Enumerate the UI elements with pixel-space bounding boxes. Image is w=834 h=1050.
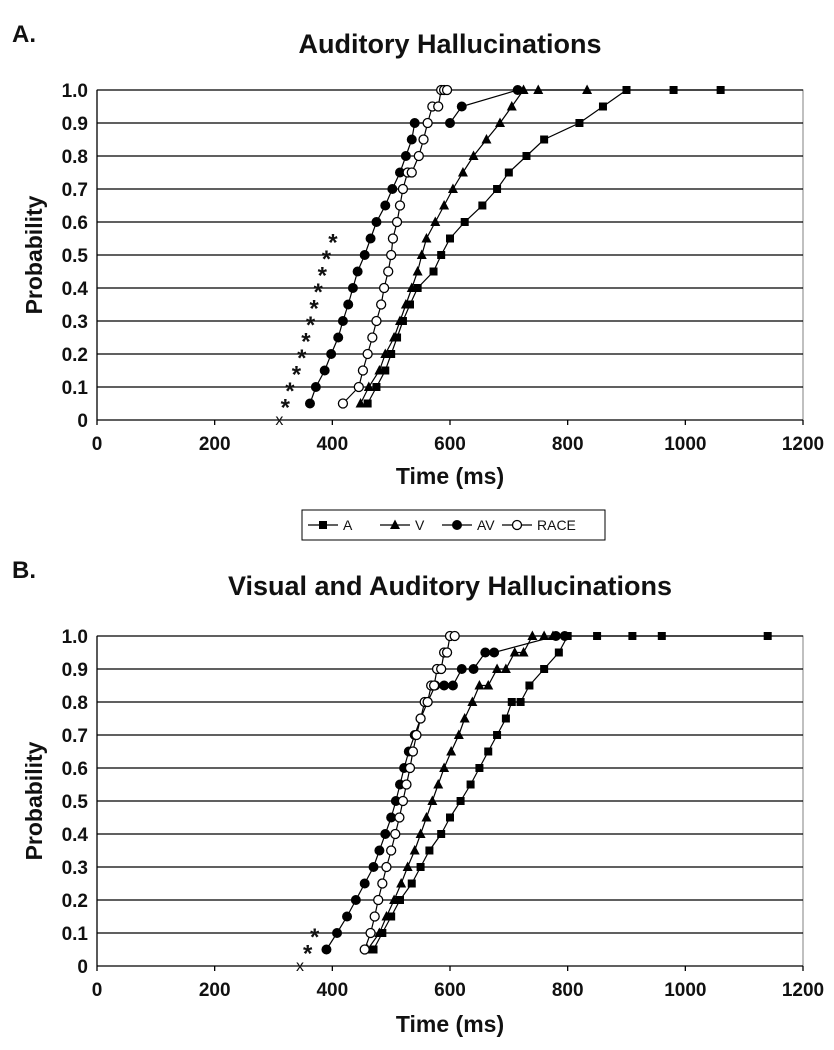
data-point-race xyxy=(380,284,389,293)
data-point-race xyxy=(402,780,411,789)
data-point-race xyxy=(378,879,387,888)
series-v xyxy=(356,85,593,408)
data-point-av xyxy=(489,648,499,658)
significance-asterisk: * xyxy=(291,361,302,389)
significance-asterisk: * xyxy=(305,312,316,339)
data-point-v xyxy=(483,680,493,690)
data-point-a xyxy=(623,86,631,94)
data-point-race xyxy=(434,102,443,111)
data-point-av xyxy=(320,366,330,376)
data-point-race xyxy=(423,119,432,128)
data-point-v xyxy=(533,85,543,95)
data-point-a xyxy=(540,136,548,144)
y-tick-label: 0.2 xyxy=(61,345,88,366)
x-tick-label: 600 xyxy=(434,980,466,1001)
data-point-av xyxy=(380,829,390,839)
y-tick-label: 0.1 xyxy=(61,378,88,399)
data-point-av xyxy=(353,267,363,277)
data-point-race xyxy=(377,300,386,309)
data-point-race xyxy=(407,168,416,177)
data-point-race xyxy=(388,234,397,243)
data-point-race xyxy=(354,383,363,392)
significance-asterisk: * xyxy=(297,345,307,372)
data-point-a xyxy=(461,218,469,226)
data-point-v xyxy=(433,779,443,789)
significance-asterisk: * xyxy=(309,295,319,323)
y-tick-label: 0.8 xyxy=(61,147,88,168)
y-tick-label: 0.9 xyxy=(61,114,88,135)
legend-label: RACE xyxy=(537,517,576,533)
data-point-av xyxy=(305,399,315,409)
x-tick-label: 200 xyxy=(198,434,231,455)
y-tick-label: 0.5 xyxy=(61,792,88,813)
legend-marker-av xyxy=(452,520,462,530)
x-tick-label: 1200 xyxy=(781,434,825,455)
data-point-race xyxy=(393,218,402,227)
data-point-av xyxy=(374,846,384,856)
data-point-v xyxy=(403,862,413,872)
y-tick-label: 0.8 xyxy=(61,693,88,714)
data-point-race xyxy=(416,714,425,723)
data-point-race xyxy=(363,350,372,359)
x-tick-label: 1200 xyxy=(781,980,825,1001)
data-point-av xyxy=(343,300,353,310)
data-point-race xyxy=(384,267,393,276)
data-point-av xyxy=(371,217,381,227)
data-point-a xyxy=(525,682,533,690)
data-point-v xyxy=(364,382,374,392)
data-point-a xyxy=(446,814,454,822)
data-point-race xyxy=(391,830,400,839)
data-point-v xyxy=(527,631,537,641)
y-tick-label: 0.3 xyxy=(61,312,88,333)
data-point-race xyxy=(395,813,404,822)
data-point-race xyxy=(382,863,391,872)
data-point-a xyxy=(670,86,678,94)
y-tick-label: 0 xyxy=(77,957,88,978)
data-point-av xyxy=(387,184,397,194)
data-point-a xyxy=(505,169,513,177)
data-point-av xyxy=(457,664,467,674)
chart-title: Visual and Auditory Hallucinations xyxy=(227,571,673,601)
significance-asterisk: * xyxy=(285,378,295,405)
data-point-a xyxy=(540,665,548,673)
legend xyxy=(302,510,605,540)
data-point-a xyxy=(467,781,475,789)
data-point-av xyxy=(366,234,376,244)
data-point-race xyxy=(437,665,446,674)
data-point-race xyxy=(358,366,367,375)
x-tick-label: 400 xyxy=(316,434,349,455)
data-point-v xyxy=(396,878,406,888)
data-point-v xyxy=(519,647,529,657)
data-point-v xyxy=(474,680,484,690)
data-point-race xyxy=(423,698,432,707)
data-point-a xyxy=(575,119,583,127)
data-point-v xyxy=(458,167,468,177)
data-point-av xyxy=(342,912,352,922)
data-point-av xyxy=(311,382,321,392)
data-point-v xyxy=(448,184,458,194)
data-point-race xyxy=(419,135,428,144)
x-tick-label: 0 xyxy=(91,980,103,1001)
data-point-av xyxy=(439,681,449,691)
data-point-race xyxy=(372,317,381,326)
y-tick-label: 1.0 xyxy=(61,81,88,102)
x-tick-label: 400 xyxy=(316,980,349,1001)
data-point-av xyxy=(407,135,417,145)
data-point-a xyxy=(475,764,483,772)
panel-label: B. xyxy=(12,557,36,584)
data-point-a xyxy=(457,797,465,805)
data-point-v xyxy=(427,796,437,806)
data-point-av xyxy=(326,349,336,359)
data-point-a xyxy=(484,748,492,756)
data-point-race xyxy=(412,731,421,740)
x-axis-marker: x xyxy=(295,958,304,975)
data-point-race xyxy=(443,648,452,657)
significance-asterisk: * xyxy=(302,940,313,968)
data-point-a xyxy=(446,235,454,243)
legend-label: A xyxy=(343,517,353,533)
y-tick-label: 0.1 xyxy=(61,924,88,945)
data-point-a xyxy=(408,880,416,888)
data-point-race xyxy=(374,896,383,905)
data-point-a xyxy=(508,698,516,706)
data-point-av xyxy=(380,201,390,211)
data-point-av xyxy=(445,118,455,128)
y-tick-label: 0.9 xyxy=(61,660,88,681)
data-point-a xyxy=(717,86,725,94)
data-point-race xyxy=(398,797,407,806)
data-point-v xyxy=(446,746,456,756)
legend-marker-race xyxy=(513,521,522,530)
data-point-a xyxy=(517,698,525,706)
data-point-a xyxy=(417,863,425,871)
data-point-v xyxy=(439,200,449,210)
data-point-a xyxy=(493,731,501,739)
x-tick-label: 0 xyxy=(91,434,103,455)
series-race xyxy=(360,632,459,955)
data-point-v xyxy=(501,664,511,674)
data-point-race xyxy=(387,846,396,855)
series-a xyxy=(370,632,772,954)
data-point-a xyxy=(493,185,501,193)
x-tick-label: 1000 xyxy=(664,434,707,455)
data-point-av xyxy=(338,316,348,326)
y-tick-label: 0.5 xyxy=(61,246,88,267)
data-point-a xyxy=(599,103,607,111)
data-point-v xyxy=(421,233,431,243)
data-point-av xyxy=(369,862,379,872)
data-point-a xyxy=(437,251,445,259)
data-point-race xyxy=(430,681,439,690)
y-tick-label: 0.6 xyxy=(61,759,88,780)
x-axis-label: Time (ms) xyxy=(395,1011,505,1037)
x-axis-marker: x xyxy=(275,412,284,429)
data-point-a xyxy=(478,202,486,210)
significance-asterisk: * xyxy=(280,394,290,422)
data-point-race xyxy=(360,945,369,954)
x-tick-label: 800 xyxy=(551,980,584,1001)
significance-asterisk: * xyxy=(310,924,320,951)
data-point-race xyxy=(405,764,414,773)
data-point-av xyxy=(360,879,370,889)
data-point-a xyxy=(764,632,772,640)
data-point-av xyxy=(513,85,523,95)
data-point-av xyxy=(332,928,342,938)
data-point-a xyxy=(502,715,510,723)
data-point-race xyxy=(366,929,375,938)
y-tick-label: 0.6 xyxy=(61,213,88,234)
data-point-av xyxy=(448,681,458,691)
panel-b xyxy=(12,557,824,1037)
y-tick-label: 0.4 xyxy=(61,825,88,846)
series-race xyxy=(338,86,451,409)
data-point-race xyxy=(387,251,396,260)
panel-label: A. xyxy=(12,21,36,48)
data-point-race xyxy=(443,86,452,95)
y-tick-label: 0.3 xyxy=(61,858,88,879)
data-point-race xyxy=(395,201,404,210)
data-point-a xyxy=(658,632,666,640)
legend-label: V xyxy=(415,517,425,533)
y-tick-label: 0.7 xyxy=(61,726,88,747)
data-point-a xyxy=(372,383,380,391)
data-point-av xyxy=(560,631,570,641)
significance-asterisk: * xyxy=(328,229,338,257)
data-point-race xyxy=(408,747,417,756)
data-point-race xyxy=(370,912,379,921)
data-point-av xyxy=(551,631,561,641)
data-point-a xyxy=(425,847,433,855)
significance-asterisk: * xyxy=(321,246,332,273)
data-point-a xyxy=(522,152,530,160)
data-point-v xyxy=(454,730,464,740)
significance-asterisk: * xyxy=(317,262,328,290)
y-tick-label: 0.7 xyxy=(61,180,88,201)
x-tick-label: 800 xyxy=(551,434,584,455)
data-point-a xyxy=(555,649,563,657)
data-point-v xyxy=(467,697,477,707)
data-point-av xyxy=(410,118,420,128)
data-point-v xyxy=(417,250,427,260)
legend-marker-a xyxy=(319,521,327,529)
x-tick-label: 200 xyxy=(198,980,231,1001)
significance-asterisk: * xyxy=(301,328,311,356)
data-point-v xyxy=(413,266,423,276)
y-tick-label: 1.0 xyxy=(61,627,88,648)
data-point-av xyxy=(333,333,343,343)
y-axis-label: Probability xyxy=(21,195,47,315)
data-point-av xyxy=(360,250,370,260)
data-point-v xyxy=(416,829,426,839)
data-point-race xyxy=(338,399,347,408)
data-point-v xyxy=(430,217,440,227)
data-point-a xyxy=(628,632,636,640)
series-av xyxy=(321,631,569,955)
y-tick-label: 0.4 xyxy=(61,279,88,300)
data-point-v xyxy=(582,85,592,95)
data-point-av xyxy=(351,895,361,905)
data-point-race xyxy=(414,152,423,161)
x-tick-label: 1000 xyxy=(664,980,707,1001)
legend-label: AV xyxy=(477,517,495,533)
data-point-av xyxy=(348,283,358,293)
data-point-av xyxy=(457,102,467,112)
y-tick-label: 0.2 xyxy=(61,891,88,912)
series-v xyxy=(363,631,558,954)
y-tick-label: 0 xyxy=(77,411,88,432)
data-point-av xyxy=(321,945,331,955)
chart-title: Auditory Hallucinations xyxy=(298,29,602,59)
data-point-v xyxy=(410,845,420,855)
x-tick-label: 600 xyxy=(434,434,466,455)
data-point-v xyxy=(439,763,449,773)
y-axis-label: Probability xyxy=(21,741,47,861)
data-point-v xyxy=(460,713,470,723)
data-point-a xyxy=(437,830,445,838)
data-point-race xyxy=(368,333,377,342)
x-axis-label: Time (ms) xyxy=(395,463,505,489)
data-point-av xyxy=(469,664,479,674)
series-a xyxy=(364,86,725,408)
data-point-race xyxy=(450,632,459,641)
significance-asterisk: * xyxy=(313,279,323,306)
data-point-a xyxy=(593,632,601,640)
data-point-v xyxy=(492,664,502,674)
data-point-av xyxy=(480,648,490,658)
data-point-av xyxy=(401,151,411,161)
panel-a xyxy=(12,21,824,489)
data-point-race xyxy=(398,185,407,194)
data-point-v xyxy=(421,812,431,822)
data-point-a xyxy=(430,268,438,276)
series-av xyxy=(305,85,523,409)
